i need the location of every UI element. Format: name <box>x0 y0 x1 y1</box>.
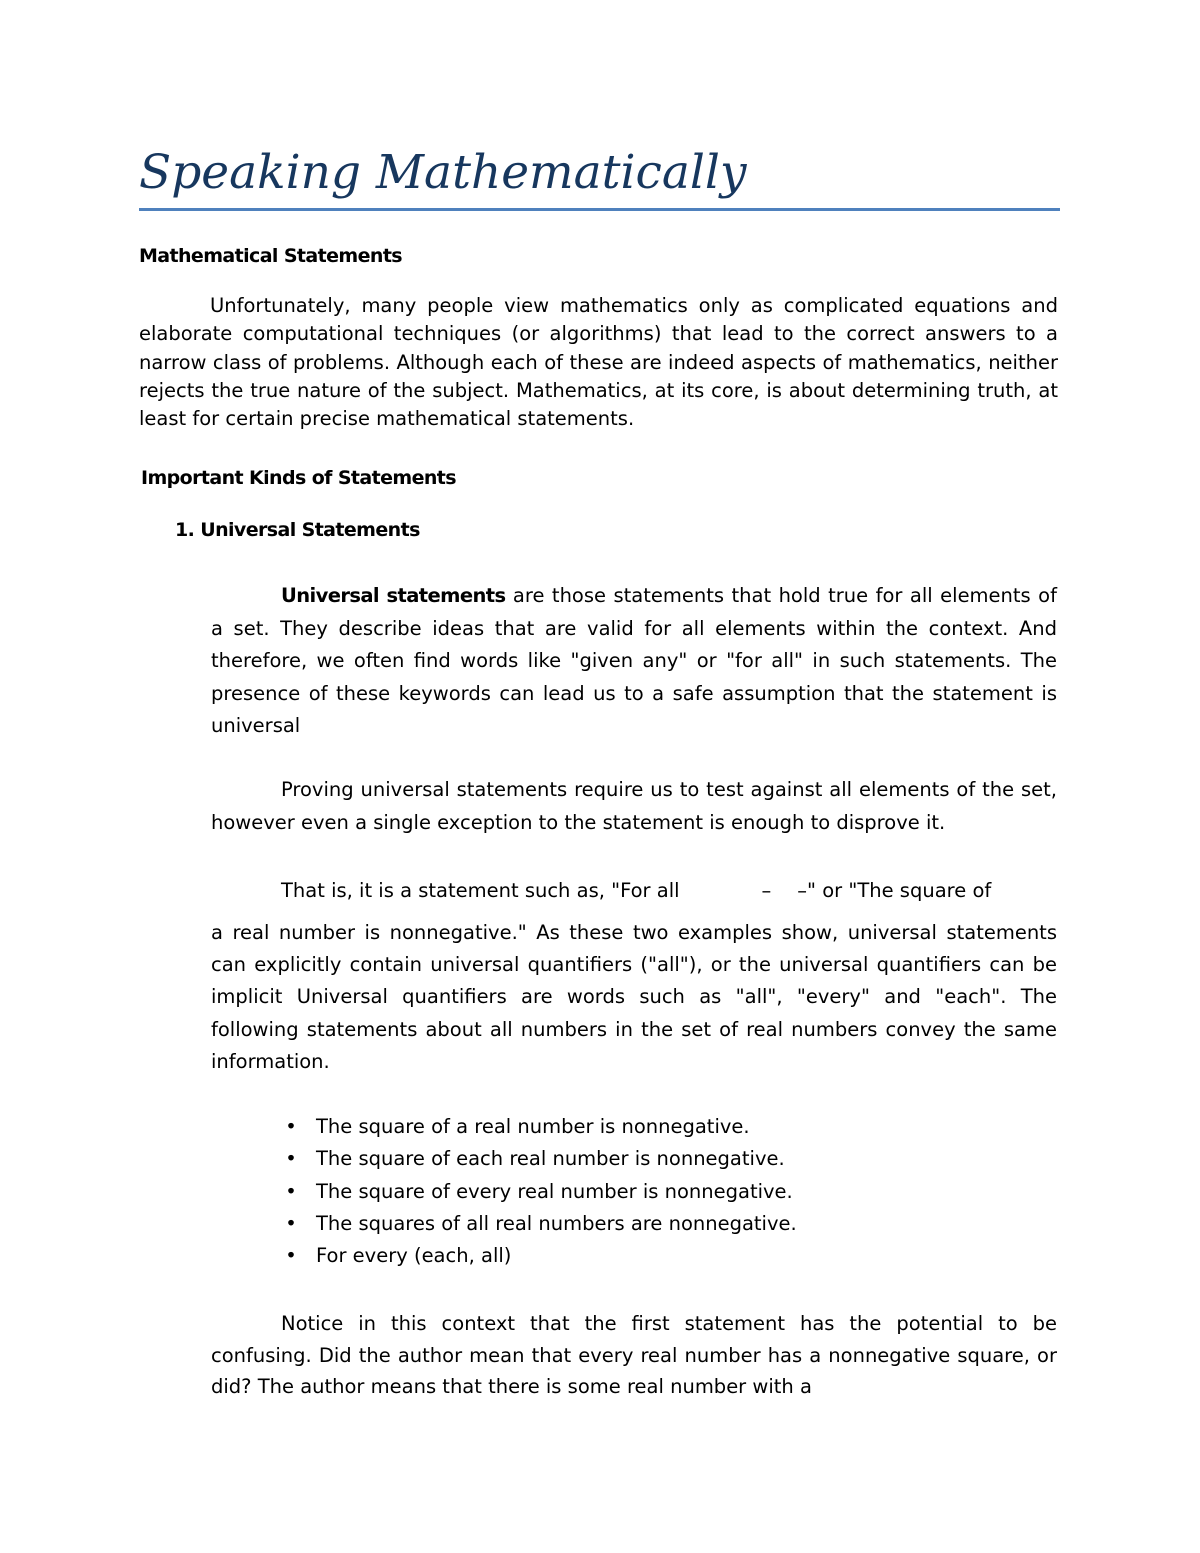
subheading-universal-statements: 1. Universal Statements <box>175 519 420 541</box>
bullet-icon: • <box>285 1244 297 1268</box>
notice-paragraph: Notice in this context that the first statement has the potential to be confusing. Did the author mean that every real number has a nonnegative square, or did? The author means that there is some real number with a <box>211 1312 1057 1398</box>
list-item <box>211 1240 1057 1272</box>
that-is-first-line <box>281 875 991 907</box>
list-item <box>211 1176 1057 1208</box>
that-is-start-text: That is, it is a statement such as, "For all <box>281 879 680 902</box>
list-item-text: The square of each real number is nonnegative. <box>316 1147 785 1171</box>
universal-statements-text: are those statements that hold true for all elements of a set. They describe ideas that are valid for all elements within the context. And therefore, we often find words like "given any" or "for all" in such statements. The presence of these keywords can lead us to a safe assumption that the statement is universal <box>211 584 1057 737</box>
section-heading-mathematical-statements: Mathematical Statements <box>139 245 403 267</box>
bullet-icon: • <box>285 1115 297 1138</box>
title-underline <box>139 208 1060 211</box>
bullet-icon: • <box>285 1147 297 1171</box>
list-item-text: The square of a real number is nonnegative. <box>316 1115 750 1138</box>
list-item <box>211 1143 1057 1175</box>
that-is-end-text: or "The square of <box>816 879 992 902</box>
section-heading-important-kinds: Important Kinds of Statements <box>141 467 456 489</box>
list-item <box>211 1208 1057 1240</box>
list-item <box>211 1111 1057 1143</box>
that-is-dash: – <box>761 879 772 902</box>
proving-paragraph: Proving universal statements require us to test against all elements of the set, however even a single exception to the statement is enough to disprove it. <box>211 778 1057 834</box>
document-title: Speaking Mathematically <box>139 145 747 200</box>
list-item-text: For every (each, all) <box>316 1244 512 1268</box>
that-is-paragraph: a real number is nonnegative." As these two examples show, universal statements can explicitly contain universal quantifiers ("all"), or the universal quantifiers can be implicit Universal quantifiers are words such as "all", "every" and "each". The following statements about all numbers in the set of real numbers convey the same information. <box>211 921 1057 1073</box>
bullet-icon: • <box>285 1179 297 1203</box>
equivalent-statements-list <box>211 1111 1057 1272</box>
bullet-icon: • <box>285 1211 297 1235</box>
intro-paragraph: Unfortunately, many people view mathematics only as complicated equations and elaborate computational techniques (or algorithms) that lead to the correct answers to a narrow class of problems. Although each of these are indeed aspects of mathematics, neither rejects the true nature of the subject. Mathematics, at its core, is about determining truth, at least for certain precise mathematical statements. <box>139 294 1058 431</box>
universal-statements-paragraph <box>211 580 1057 743</box>
universal-statements-term: Universal statements <box>281 584 506 607</box>
that-is-dash-quote: –" <box>797 879 817 902</box>
list-item-text: The squares of all real numbers are nonnegative. <box>316 1211 797 1235</box>
list-item-text: The square of every real number is nonnegative. <box>316 1179 793 1203</box>
